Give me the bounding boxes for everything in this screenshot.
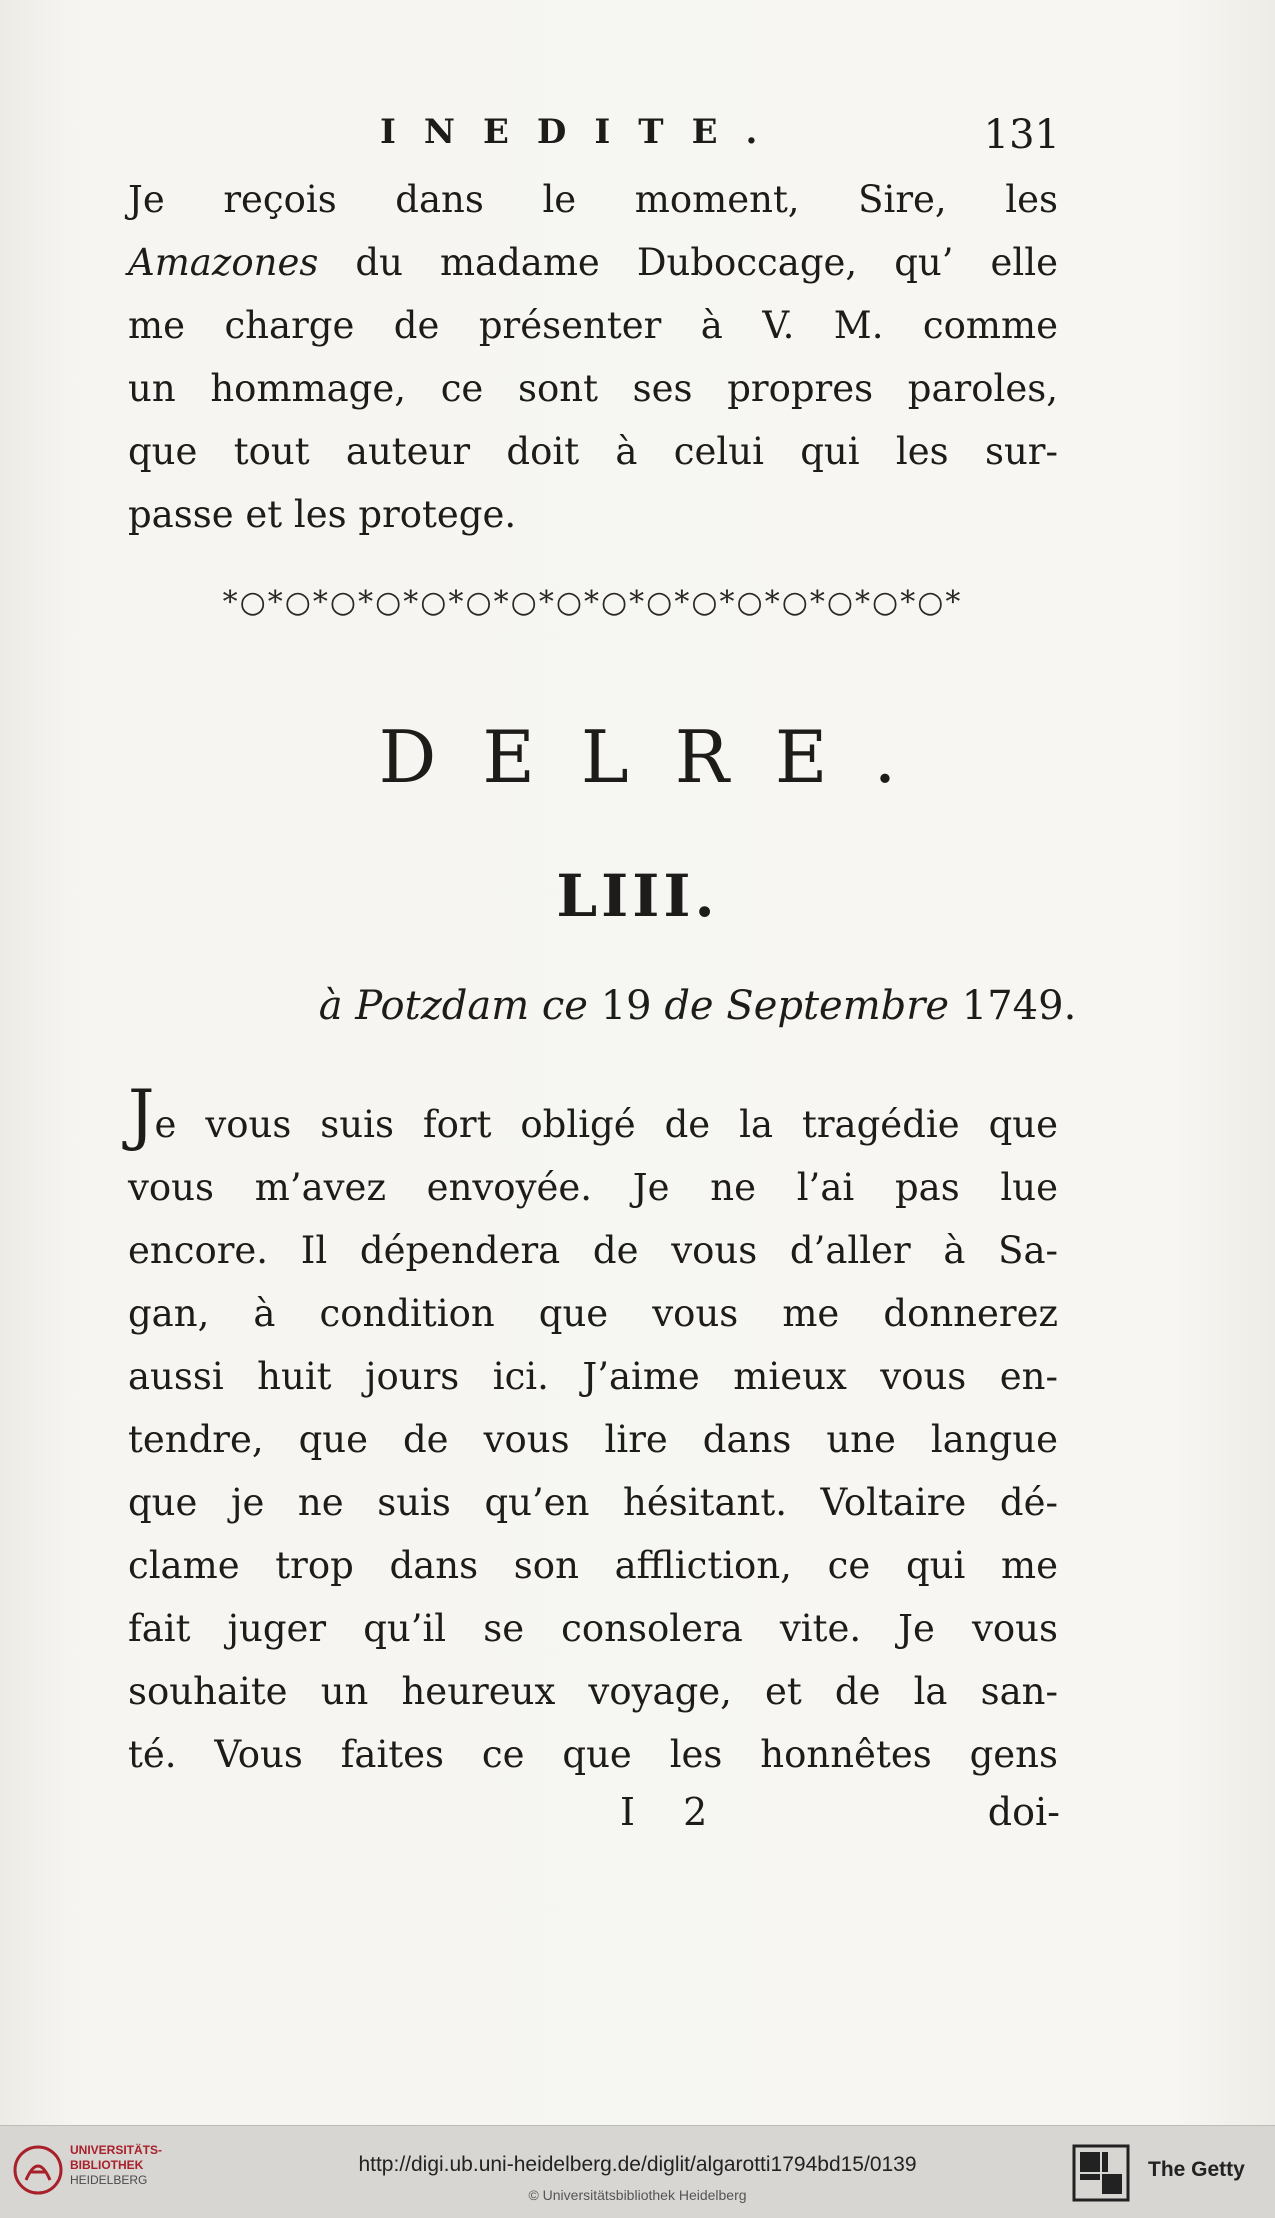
- catchline: [620, 1790, 1060, 1850]
- letter-number: LIII.: [556, 862, 719, 930]
- text-line: souhaite un heureux voyage, et de la san-: [128, 1670, 1058, 1713]
- copyright-notice: © Universitätsbibliothek Heidelberg: [528, 2187, 747, 2203]
- intro-paragraph: [128, 168, 1058, 546]
- getty-label[interactable]: The Getty: [1148, 2158, 1245, 2181]
- page-number: 131: [983, 112, 1060, 158]
- italic-title: Amazones: [128, 241, 319, 284]
- text-line: Je vous suis fort obligé de la tragédie que: [128, 1076, 1058, 1153]
- text-line: que tout auteur doit à celui qui les sur-: [128, 430, 1058, 473]
- text-line: gan, à condition que vous me donnerez: [128, 1292, 1058, 1335]
- dateline: à Potzdam ce 19 de Septembre 1749.: [318, 983, 1077, 1029]
- text-line: vous m’avez envoyée. Je ne l’ai pas lue: [128, 1166, 1058, 1209]
- text-line: Amazones du madame Duboccage, qu’ elle: [128, 241, 1058, 284]
- ornamental-divider: *○*○*○*○*○*○*○*○*○*○*○*○*○*○*○*○*: [222, 585, 963, 620]
- text-line: Je reçois dans le moment, Sire, les: [128, 178, 1058, 221]
- text-line: que je ne suis qu’en hésitant. Voltaire dé-: [128, 1481, 1058, 1524]
- text-line: tendre, que de vous lire dans une langue: [128, 1418, 1058, 1461]
- permalink-url[interactable]: http://digi.ub.uni-heidelberg.de/diglit/algarotti1794bd15/0139: [358, 2153, 917, 2176]
- getty-logo-icon[interactable]: [1072, 2144, 1130, 2202]
- text-line: fait juger qu’il se consolera vite. Je vous: [128, 1607, 1058, 1650]
- text-line: me charge de présenter à V. M. comme: [128, 304, 1058, 347]
- letter-body: [128, 1076, 1058, 1786]
- recipient-heading: DELRE.: [378, 715, 943, 799]
- signature-mark: I 2: [620, 1790, 726, 1834]
- text-line: clame trop dans son affliction, ce qui me: [128, 1544, 1058, 1587]
- text-line: té. Vous faites ce que les honnêtes gens: [128, 1733, 1058, 1776]
- text-line: passe et les protege.: [128, 493, 517, 536]
- text-line: un hommage, ce sont ses propres paroles,: [128, 367, 1058, 410]
- catchword: doi-: [987, 1790, 1060, 1834]
- library-name[interactable]: UNIVERSITÄTS- BIBLIOTHEK HEIDELBERG: [70, 2143, 163, 2187]
- running-head: [380, 112, 1060, 162]
- text-line: encore. Il dépendera de vous d’aller à Sa-: [128, 1229, 1058, 1272]
- viewer-footer: [0, 2125, 1275, 2218]
- running-head-title: INEDITE.: [380, 112, 786, 152]
- text-line: aussi huit jours ici. J’aime mieux vous en-: [128, 1355, 1058, 1398]
- drop-cap: J: [128, 1076, 155, 1153]
